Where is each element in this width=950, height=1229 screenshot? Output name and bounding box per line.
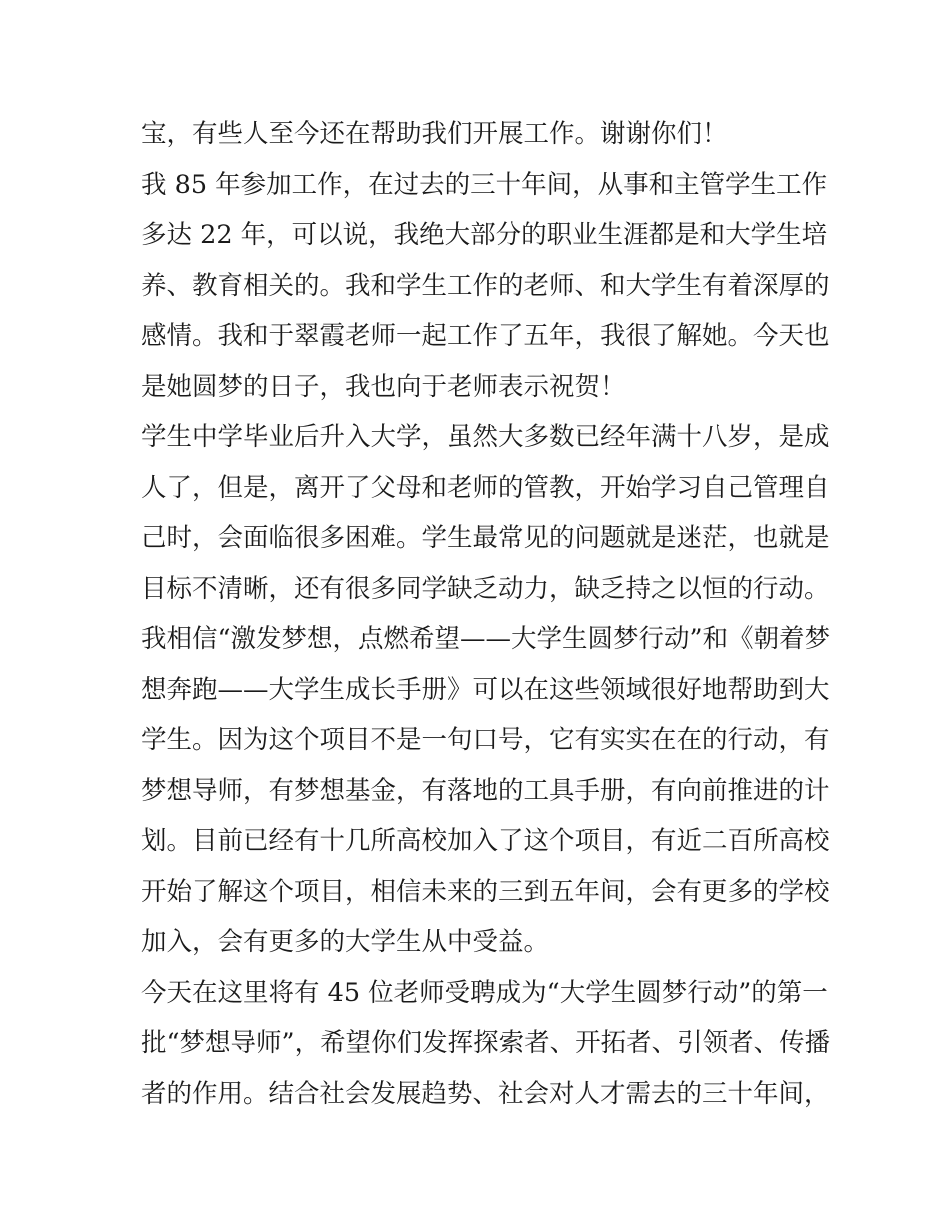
text-line: 己时，会面临很多困难。学生最常见的问题就是迷茫，也就是 bbox=[141, 523, 830, 553]
text-line: 划。目前已经有十几所高校加入了这个项目，有近二百所高校 bbox=[141, 826, 830, 856]
text-line: 梦想导师，有梦想基金，有落地的工具手册，有向前推进的计 bbox=[141, 775, 830, 806]
text-line: 是她圆梦的日子，我也向于老师表示祝贺！ bbox=[141, 371, 626, 402]
text-line: 学生。因为这个项目不是一句口号，它有实实在在的行动，有 bbox=[141, 725, 830, 755]
text-line: 者的作用。结合社会发展趋势、社会对人才需去的三十年间， bbox=[141, 1078, 830, 1109]
text-line: 开始了解这个项目，相信未来的三到五年间，会有更多的学校 bbox=[141, 876, 830, 907]
text-line: 目标不清晰，还有很多同学缺乏动力，缺乏持之以恒的行动。 bbox=[141, 573, 830, 604]
body-text bbox=[141, 109, 831, 1119]
text-line: 宝，有些人至今还在帮助我们开展工作。谢谢你们！ bbox=[141, 119, 728, 149]
text-line: 今天在这里将有 45 位老师受聘成为“大学生圆梦行动”的第一 bbox=[141, 977, 828, 1008]
text-line: 学生中学毕业后升入大学，虽然大多数已经年满十八岁，是成 bbox=[141, 422, 830, 452]
text-line: 养、教育相关的。我和学生工作的老师、和大学生有着深厚的 bbox=[141, 270, 830, 301]
text-line: 感情。我和于翠霞老师一起工作了五年，我很了解她。今天也 bbox=[141, 321, 830, 351]
text-line: 我 85 年参加工作，在过去的三十年间，从事和主管学生工作 bbox=[141, 169, 828, 200]
text-line: 人了，但是，离开了父母和老师的管教，开始学习自己管理自 bbox=[141, 472, 830, 503]
text-line: 我相信“激发梦想，点燃希望——大学生圆梦行动”和《朝着梦 bbox=[141, 624, 831, 654]
text-line: 批“梦想导师”，希望你们发挥探索者、开拓者、引领者、传播 bbox=[141, 1028, 831, 1058]
text-line: 多达 22 年，可以说，我绝大部分的职业生涯都是和大学生培 bbox=[141, 220, 828, 250]
text-line: 加入，会有更多的大学生从中受益。 bbox=[141, 927, 550, 957]
text-line: 想奔跑——大学生成长手册》可以在这些领域很好地帮助到大 bbox=[141, 674, 830, 705]
